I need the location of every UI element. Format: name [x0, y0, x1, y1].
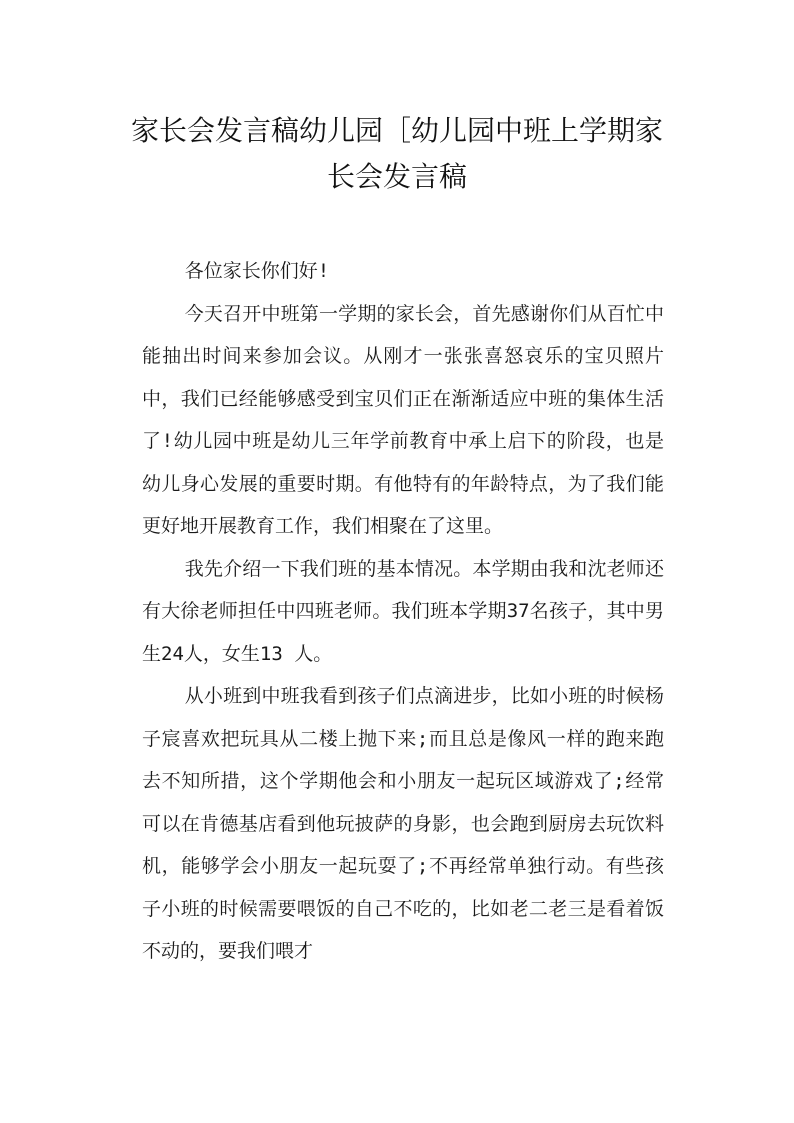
document-title: 家长会发言稿幼儿园［幼儿园中班上学期家长会发言稿 [130, 114, 663, 193]
paragraph-introduction: 今天召开中班第一学期的家长会，首先感谢你们从百忙中能抽出时间来参加会议。从刚才一张张喜怒哀乐的宝贝照片中，我们已经能够感受到宝贝们正在渐渐适应中班的集体生活了!幼儿园中班是幼儿三年学前教育中承上启下的阶段，也是幼儿身心发展的重要时期。有他特有的年龄特点，为了我们能更好地开展教育工作，我们相聚在了这里。 [142, 302, 664, 537]
paragraph-progress: 从小班到中班我看到孩子们点滴进步，比如小班的时候杨子宸喜欢把玩具从二楼上抛下来;而且总是像风一样的跑来跑去不知所措，这个学期他会和小朋友一起玩区域游戏了;经常可以在肯德基店看到他玩披萨的身影，也会跑到厨房去玩饮料机，能够学会小朋友一起玩耍了;不再经常单独行动。有些孩子小班的时候需要喂饭的自己不吃的，比如老二老三是看着饭不动的，要我们喂才 [142, 685, 664, 962]
paragraph-class-info: 我先介绍一下我们班的基本情况。本学期由我和沈老师还有大徐老师担任中四班老师。我们班本学期37名孩子，其中男生24人，女生13 人。 [142, 557, 664, 665]
document-body [142, 250, 664, 973]
paragraph-greeting: 各位家长你们好! [184, 260, 330, 282]
